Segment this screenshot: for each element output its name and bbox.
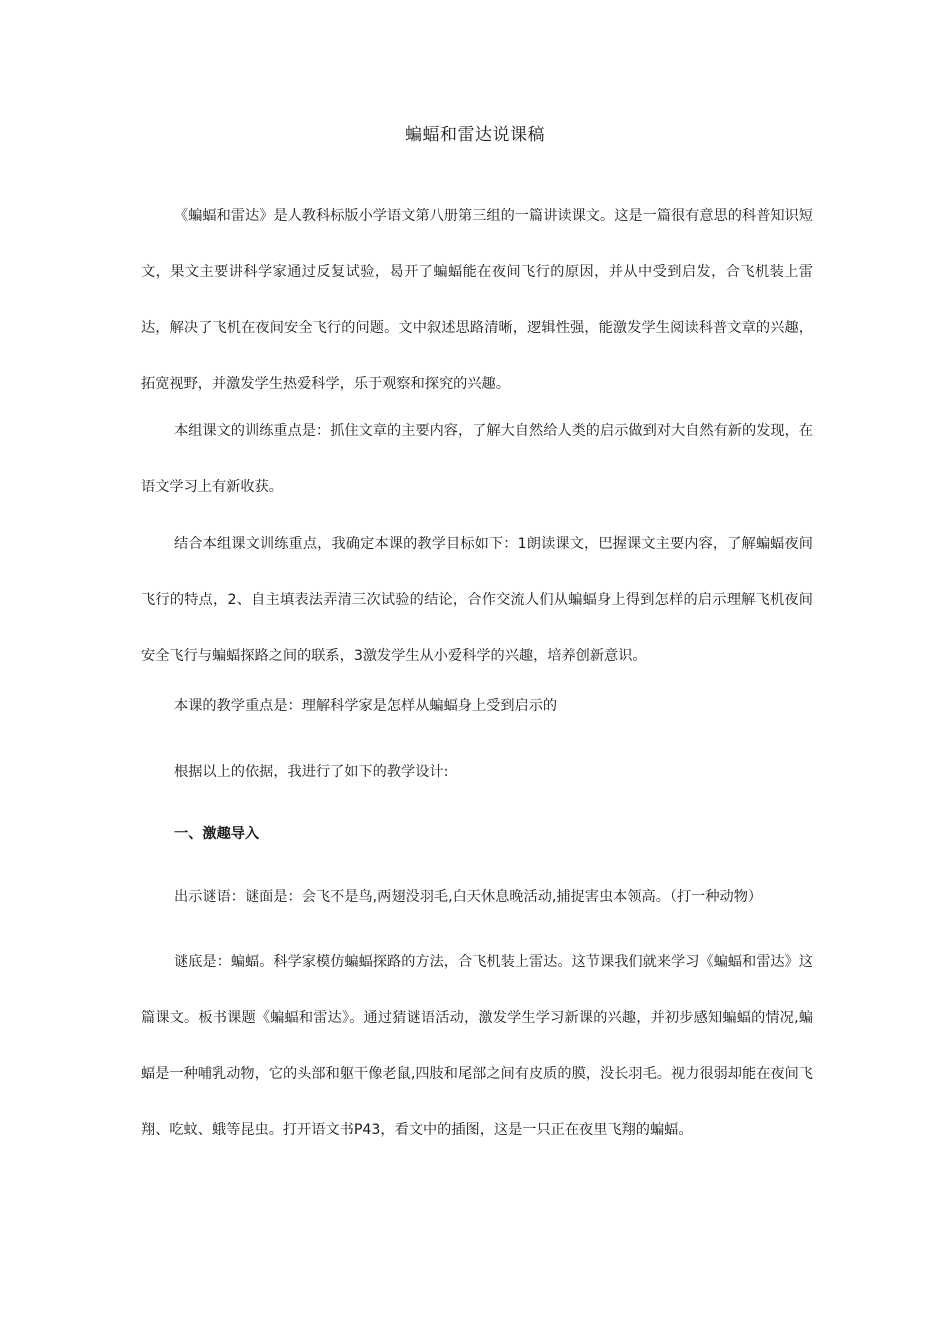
section-heading: 一、激趣导入 bbox=[174, 826, 260, 842]
paragraph-teaching-goals: 结合本组课文训练重点，我确定本课的教学目标如下：1朗读课文，巴握课文主要内容，了解蝙蝠夜间飞行的特点，2、自主填表法弄清三次试验的结论，合作交流人们从蝙蝠身上得到怎样的启示理解飞机夜间安全飞行与蝙蝠探路之间的联系，3激发学生从小爱科学的兴趣，培养创新意识。 bbox=[141, 536, 813, 664]
paragraph-teaching-key-point: 本课的教学重点是：理解科学家是怎样从蝙蝠身上受到启示的 bbox=[174, 698, 558, 714]
paragraph-riddle: 出示谜语：谜面是：会飞不是鸟,两翅没羽毛,白天休息晚活动,捕捉害虫本领高。（打一种动物） bbox=[174, 889, 763, 905]
document-title: 蝙蝠和雷达说课稿 bbox=[405, 125, 545, 145]
paragraph-intro: 《蝙蝠和雷达》是人教科标版小学语文第八册第三组的一篇讲读课文。这是一篇很有意思的科普知识短文，果文主要讲科学家通过反复试验，曷开了蝙蝠能在夜间飞行的原因，并从中受到启发，合飞机装上雷达，解决了飞机在夜间安全飞行的问题。文中叙述思路清晰，逻辑性强，能激发学生阅读科普文章的兴趣，拓宽视野，并激发学生热爱科学，乐于观察和探究的兴趣。 bbox=[141, 208, 813, 392]
paragraph-riddle-answer: 谜底是：蝙蝠。科学家模仿蝙蝠探路的方法，合飞机装上雷达。这节课我们就来学习《蝙蝠和雷达》这篇课文。板书课题《蝙蝠和雷达》。通过猜谜语活动，激发学生学习新课的兴趣，并初步感知蝙蝠的情况,蝙蝠是一种哺乳动物，它的头部和躯干像老鼠,四肢和尾部之间有皮质的膜，没长羽毛。视力很弱却能在夜间飞翔、吃蚊、蛾等昆虫。打开语文书P43，看文中的插图，这是一只正在夜里飞翔的蝙蝠。 bbox=[141, 954, 813, 1138]
paragraph-design-intro: 根据以上的依据，我进行了如下的教学设计: bbox=[174, 764, 449, 780]
paragraph-training-focus: 本组课文的训练重点是：抓住文章的主要内容，了解大自然给人类的启示做到对大自然有新的发现，在语文学习上有新收获。 bbox=[141, 423, 813, 495]
